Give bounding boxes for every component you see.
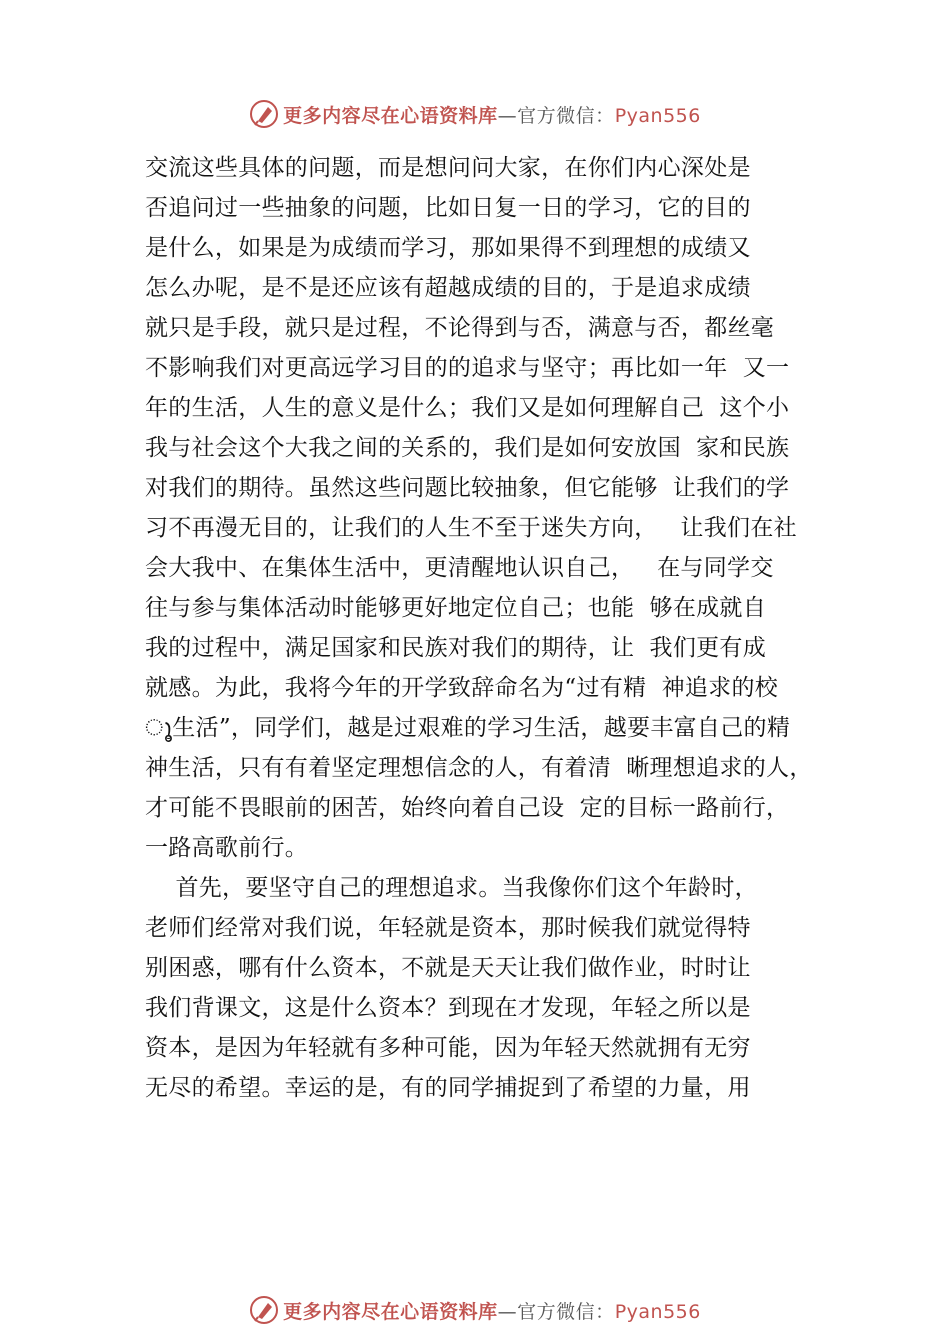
footer-banner (0, 1290, 950, 1330)
pen-nib-logo-icon (249, 99, 279, 129)
text-line: 年的生活，人生的意义是什么；我们又是如何理解自己 这个小 (145, 395, 790, 421)
text-line: 往与参与集体活动时能够更好地定位自己；也能 够在成就自 (145, 595, 767, 621)
text-line: 不影响我们对更高远学习目的的追求与坚守；再比如一年 又一 (145, 355, 790, 381)
header-banner (0, 94, 950, 134)
text-line: 别困惑，哪有什么资本，不就是天天让我们做作业，时时让 (145, 955, 751, 981)
text-line: 才可能不畏眼前的困苦，始终向着自己设 定的目标一路前行， (145, 795, 790, 821)
text-line: 资本，是因为年轻就有多种可能，因为年轻天然就拥有无穷 (145, 1035, 751, 1061)
text-line: 神生活，只有有着坚定理想信念的人，有着清 晰理想追求的人， (145, 755, 813, 781)
banner-lead: 更多内容尽在心语资料库 (283, 104, 498, 127)
text-line: 老师们经常对我们说，年轻就是资本，那时候我们就觉得特 (145, 915, 751, 941)
banner-tail: —官方微信： (497, 1300, 615, 1323)
text-line: 对我们的期待。虽然这些问题比较抽象，但它能够 让我们的学 (145, 475, 790, 501)
banner-text (283, 1297, 701, 1324)
text-line: 我的过程中，满足国家和民族对我们的期待，让 我们更有成 (145, 635, 767, 661)
text-line: 一路高歌前行。 (145, 835, 309, 861)
text-line: 是什么，如果是为成绩而学习，那如果得不到理想的成绩又 (145, 235, 751, 261)
text-line: ൂ生活”，同学们，越是过艰难的学习生活，越要丰富自己的精 (145, 715, 791, 741)
banner-wechat-id: Pyan556 (614, 1300, 701, 1323)
text-line: 怎么办呢，是不是还应该有超越成绩的目的，于是追求成绩 (145, 275, 751, 301)
document-body (145, 148, 845, 1108)
pen-nib-logo-icon (249, 1295, 279, 1325)
banner-lead: 更多内容尽在心语资料库 (283, 1300, 498, 1323)
banner-text (283, 101, 701, 128)
text-line: 习不再漫无目的，让我们的人生不至于迷失方向， 让我们在社 (145, 515, 797, 541)
text-line: 我与社会这个大我之间的关系的，我们是如何安放国 家和民族 (145, 435, 790, 461)
text-line: 我们背课文，这是什么资本？到现在才发现，年轻之所以是 (145, 995, 751, 1021)
text-line: 交流这些具体的问题，而是想问问大家，在你们内心深处是 (145, 155, 751, 181)
text-line: 会大我中、在集体生活中，更清醒地认识自己， 在与同学交 (145, 555, 774, 581)
text-line: 无尽的希望。幸运的是，有的同学捕捉到了希望的力量，用 (145, 1075, 751, 1101)
text-line: 否追问过一些抽象的问题，比如日复一日的学习，它的目的 (145, 195, 751, 221)
text-line: 就只是手段，就只是过程，不论得到与否，满意与否，都丝毫 (145, 315, 775, 341)
banner-wechat-id: Pyan556 (614, 104, 701, 127)
text-line: 首先，要坚守自己的理想追求。当我像你们这个年龄时， (145, 875, 758, 901)
text-line: 就感。为此，我将今年的开学致辞命名为“过有精 神追求的校 (145, 675, 779, 701)
banner-tail: —官方微信： (497, 104, 615, 127)
